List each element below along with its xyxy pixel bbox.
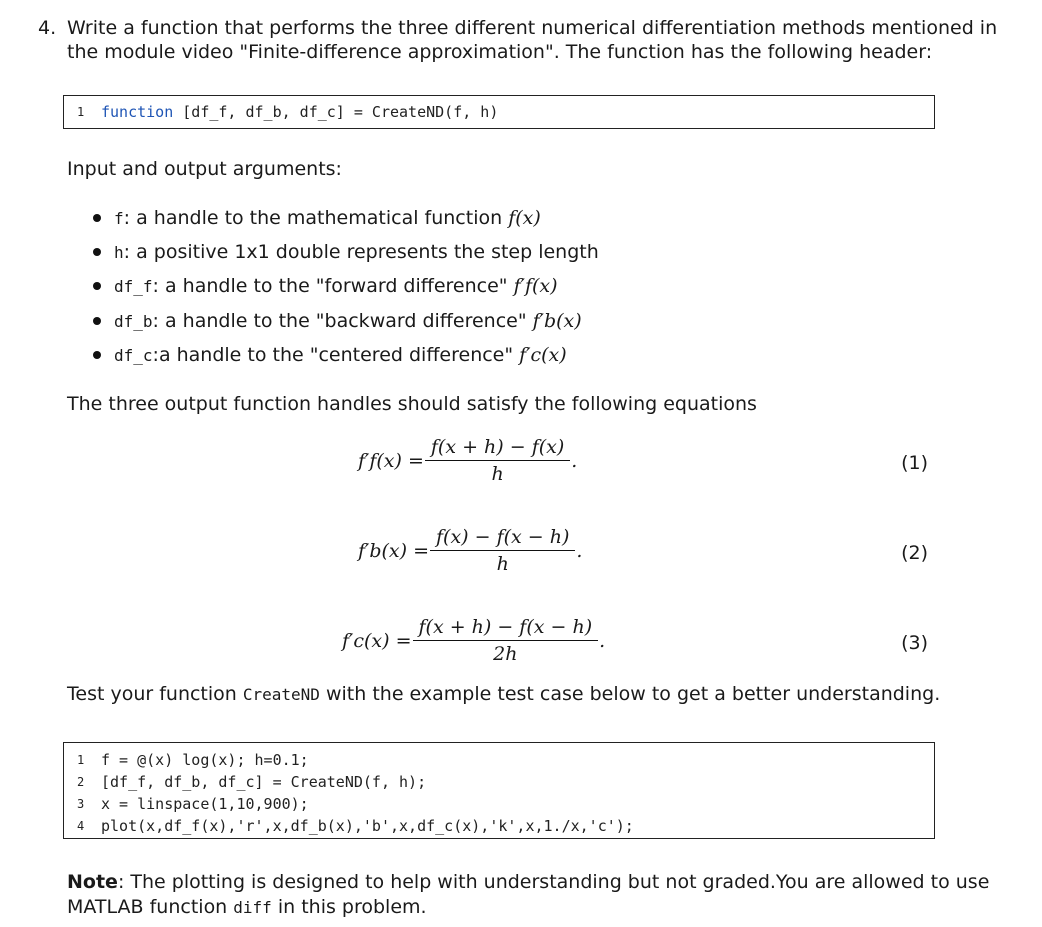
- code-line: x = linspace(1,10,900);: [101, 795, 309, 813]
- note-text-after: in this problem.: [271, 896, 427, 918]
- equation-1: f′f(x) = $\frac{f(x + h) - f(x)}{h}$ .: [358, 436, 578, 485]
- code-line: f = @(x) log(x); h=0.1;: [101, 751, 309, 769]
- bullet-icon: [93, 214, 101, 222]
- arg-desc: a positive 1x1 double represents the step length: [136, 241, 599, 263]
- question-number: 4.: [38, 17, 57, 39]
- equation-number-3: (3): [901, 632, 928, 654]
- note-code: diff: [233, 898, 272, 917]
- question-intro-line1: Write a function that performs the three different numerical differentiation methods mentioned in: [67, 17, 998, 39]
- code-line: plot(x,df_f(x),'r',x,df_b(x),'b',x,df_c(x),'k',x,1./x,'c');: [101, 817, 634, 835]
- equation-lhs: f′f(x) =: [358, 449, 424, 472]
- equation-3: f′c(x) = $\frac{f(x + h) - f(x - h)}{2h}$ .: [342, 616, 606, 665]
- arg-desc: a handle to the mathematical function: [136, 207, 509, 229]
- function-header-code: [101, 103, 498, 121]
- arg-desc: a handle to the "forward difference": [164, 275, 514, 297]
- bullet-icon: [93, 248, 101, 256]
- equation-number-2: (2): [901, 542, 928, 564]
- denominator: h: [430, 550, 575, 575]
- test-text-before: Test your function: [67, 683, 243, 705]
- note-line2: [67, 895, 427, 920]
- bullet-icon: [93, 317, 101, 325]
- question-intro-line2: the module video "Finite-difference approximation". The function has the following header:: [67, 41, 933, 63]
- arg-name: df_f: [114, 277, 153, 296]
- numerator: f(x) − f(x − h): [436, 526, 570, 548]
- list-item: [114, 240, 599, 265]
- function-keyword: function: [101, 103, 174, 121]
- test-instruction: [67, 682, 940, 707]
- arg-sep: :: [152, 310, 165, 332]
- equation-lhs: f′c(x) =: [342, 629, 412, 652]
- line-number: 4: [77, 819, 85, 833]
- function-signature: [df_f, df_b, df_c] = CreateND(f, h): [182, 103, 499, 121]
- list-item: [114, 206, 541, 231]
- equation-lhs: f′b(x) =: [358, 539, 430, 562]
- numerator: f(x + h) − f(x − h): [418, 616, 593, 638]
- arg-name: f: [114, 209, 124, 228]
- arg-math: f(x): [508, 207, 541, 229]
- arg-sep: :: [123, 241, 137, 263]
- bullet-icon: [93, 351, 101, 359]
- arg-sep: :: [123, 207, 137, 229]
- equations-intro: The three output function handles should satisfy the following equations: [67, 393, 757, 415]
- arg-math: f′c(x): [519, 344, 567, 366]
- line-number: 1: [77, 105, 85, 119]
- fraction: [428, 436, 567, 485]
- arg-math: f′b(x): [532, 310, 582, 332]
- io-heading: Input and output arguments:: [67, 158, 342, 180]
- function-header-codebox: [63, 95, 935, 129]
- arg-name: df_c: [114, 346, 153, 365]
- code-line: [df_f, df_b, df_c] = CreateND(f, h);: [101, 773, 427, 791]
- equation-2: f′b(x) = $\frac{f(x) - f(x - h)}{h}$ .: [358, 526, 583, 575]
- note-text: : The plotting is designed to help with understanding but not graded.You are allowed to use: [117, 871, 990, 893]
- line-number: 3: [77, 797, 85, 811]
- denominator: h: [425, 460, 570, 485]
- arg-sep: :: [152, 344, 159, 366]
- test-codebox: [63, 742, 935, 839]
- bullet-icon: [93, 282, 101, 290]
- arg-name: df_b: [114, 312, 153, 331]
- arg-desc: a handle to the "backward difference": [164, 310, 533, 332]
- denominator: 2h: [413, 640, 599, 665]
- list-item: [114, 343, 567, 368]
- fraction: [416, 616, 596, 665]
- list-item: [114, 309, 582, 334]
- numerator: f(x + h) − f(x): [430, 436, 565, 458]
- test-text-code: CreateND: [242, 685, 320, 704]
- fraction: [433, 526, 572, 575]
- line-number: 2: [77, 775, 85, 789]
- list-item: [114, 274, 558, 299]
- note-line1: [67, 870, 989, 894]
- equation-number-1: (1): [901, 452, 928, 474]
- note-text-before: MATLAB function: [67, 896, 234, 918]
- arg-math: f′f(x): [513, 275, 558, 297]
- line-number: 1: [77, 753, 85, 767]
- arg-name: h: [114, 243, 124, 262]
- arg-sep: :: [152, 275, 165, 297]
- note-label: Note: [67, 871, 118, 893]
- test-text-after: with the example test case below to get a better understanding.: [319, 683, 941, 705]
- arg-desc: a handle to the "centered difference": [158, 344, 520, 366]
